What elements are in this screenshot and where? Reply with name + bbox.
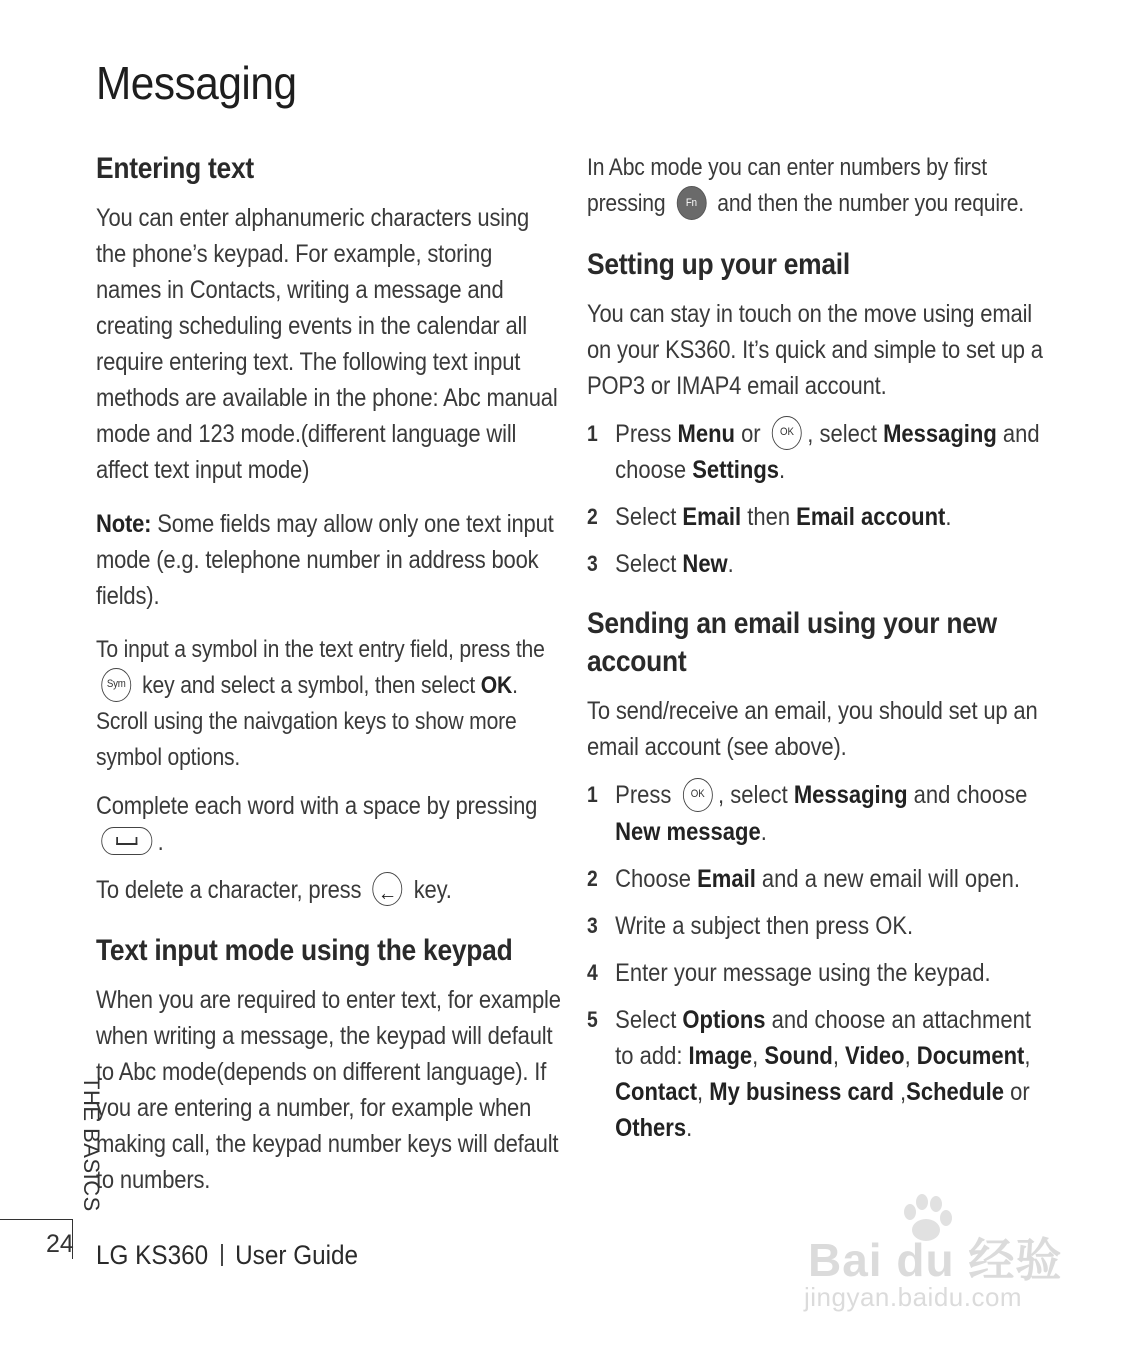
step-text: , bbox=[752, 1041, 765, 1070]
footer-guide: User Guide bbox=[235, 1240, 359, 1270]
menu-label: Menu bbox=[677, 420, 735, 448]
step-text: , bbox=[832, 1041, 846, 1070]
list-item bbox=[587, 908, 1053, 944]
list-item bbox=[587, 777, 1053, 849]
heading-sending-email: Sending an email using your new account bbox=[587, 607, 997, 679]
step-text: . bbox=[686, 1113, 693, 1142]
step-text: , bbox=[893, 1077, 907, 1106]
send-intro-paragraph: To send/receive an email, you should set up an email account (see above). bbox=[587, 697, 1038, 762]
left-column bbox=[96, 150, 560, 1198]
note-text: Some fields may allow only one text input mode (e.g. telephone number in address book fields). bbox=[96, 510, 554, 610]
step-number: 2 bbox=[587, 865, 598, 891]
step-text: and choose bbox=[615, 420, 1040, 485]
symbol-text-post: . Scroll using the naivgation keys to show more symbol options. bbox=[96, 672, 518, 771]
side-section-label: THE BASICS bbox=[79, 1076, 104, 1212]
symbol-paragraph bbox=[96, 632, 562, 776]
new-label: New bbox=[682, 550, 728, 579]
heading-entering-text: Entering text bbox=[96, 152, 254, 185]
step-text: Write a subject then press OK. bbox=[615, 911, 914, 940]
step-text: , select bbox=[717, 781, 794, 810]
step-text: Press bbox=[615, 781, 672, 810]
list-item bbox=[587, 955, 1053, 991]
keypad-paragraph: When you are required to enter text, for example when writing a message, the keypad will default to Abc mode(depends on different language). If you are entering a number, for example when making call, the keypad number keys will default to numbers. bbox=[96, 986, 561, 1195]
contact-label: Contact bbox=[615, 1077, 698, 1106]
watermark bbox=[800, 1190, 1070, 1320]
note-paragraph bbox=[96, 506, 562, 614]
step-text: or bbox=[734, 420, 761, 448]
list-item bbox=[587, 416, 1053, 488]
step-text: Choose bbox=[615, 864, 698, 893]
step-text: Select bbox=[615, 1005, 683, 1034]
step-text: , bbox=[697, 1077, 710, 1106]
sound-label: Sound bbox=[764, 1041, 833, 1070]
space-paragraph bbox=[96, 788, 562, 860]
heading-setting-up-email: Setting up your email bbox=[587, 248, 850, 281]
page-number: 24 bbox=[46, 1230, 74, 1258]
email-label: Email bbox=[697, 864, 756, 893]
step-number: 3 bbox=[587, 551, 598, 577]
step-text: Select bbox=[615, 503, 683, 532]
ok-key-icon: OK bbox=[772, 416, 802, 450]
messaging-label: Messaging bbox=[793, 781, 908, 810]
footer-separator bbox=[221, 1244, 223, 1266]
symbol-text-mid: key and select a symbol, then select bbox=[136, 672, 481, 699]
side-section-tab bbox=[44, 1076, 104, 1212]
sym-key-icon: Sym bbox=[101, 668, 131, 702]
options-label: Options bbox=[682, 1005, 766, 1034]
messaging-label: Messaging bbox=[883, 420, 997, 448]
delete-text-pre: To delete a character, press bbox=[96, 876, 362, 904]
delete-paragraph bbox=[96, 872, 562, 908]
email-label: Email bbox=[682, 503, 742, 532]
step-number: 1 bbox=[587, 782, 598, 808]
others-label: Others bbox=[615, 1113, 687, 1142]
email-account-label: Email account bbox=[796, 503, 946, 532]
step-text: Select bbox=[615, 550, 683, 579]
list-item bbox=[587, 499, 1053, 535]
fn-key-icon: Fn bbox=[676, 186, 706, 220]
step-number: 1 bbox=[587, 421, 598, 446]
step-number: 2 bbox=[587, 504, 598, 530]
new-message-label: New message bbox=[615, 817, 761, 846]
step-text: . bbox=[779, 456, 786, 485]
settings-label: Settings bbox=[692, 456, 780, 485]
space-text-post: . bbox=[157, 828, 164, 856]
step-text: , select bbox=[807, 420, 884, 448]
space-key-icon bbox=[101, 827, 152, 855]
setup-steps-list bbox=[587, 416, 1053, 582]
video-label: Video bbox=[845, 1041, 905, 1070]
document-label: Document bbox=[916, 1041, 1025, 1070]
abc-text-pre: In Abc mode you can enter numbers by first pressing bbox=[587, 154, 987, 217]
step-text: , bbox=[1024, 1041, 1031, 1070]
watermark-url: jingyan.baidu.com bbox=[804, 1282, 1023, 1312]
list-item bbox=[587, 1002, 1053, 1146]
email-intro-paragraph: You can stay in touch on the move using email on your KS360. It’s quick and simple to set up a POP3 or IMAP4 email account. bbox=[587, 300, 1043, 400]
space-text-pre: Complete each word with a space by pressing bbox=[96, 792, 538, 820]
step-number: 4 bbox=[587, 959, 598, 985]
step-text: and choose bbox=[907, 781, 1028, 810]
ok-key-icon: OK bbox=[683, 778, 713, 812]
heading-text-input-mode: Text input mode using the keypad bbox=[96, 934, 513, 968]
abc-text-post: and then the number you require. bbox=[711, 190, 1024, 217]
right-column bbox=[587, 150, 1057, 1157]
step-number: 3 bbox=[587, 912, 598, 938]
step-text: . bbox=[727, 550, 734, 579]
footer bbox=[96, 1240, 358, 1271]
step-text: or bbox=[1003, 1077, 1030, 1106]
step-text: . bbox=[760, 817, 767, 846]
footer-divider bbox=[0, 1219, 72, 1220]
schedule-label: Schedule bbox=[906, 1077, 1004, 1106]
step-number: 5 bbox=[587, 1006, 598, 1032]
step-text: . bbox=[945, 503, 952, 532]
symbol-ok-label: OK bbox=[480, 672, 513, 699]
step-text: Press bbox=[615, 420, 678, 448]
step-text: , bbox=[904, 1041, 917, 1070]
list-item bbox=[587, 546, 1053, 582]
page-title: Messaging bbox=[96, 57, 297, 109]
image-label: Image bbox=[688, 1041, 753, 1070]
business-card-label: My business card bbox=[709, 1077, 894, 1106]
list-item bbox=[587, 861, 1053, 897]
step-text: and choose an attachment to add: bbox=[615, 1005, 1031, 1070]
delete-text-post: key. bbox=[407, 876, 452, 904]
entering-text-paragraph: You can enter alphanumeric characters using the phone’s keypad. For example, storing names in Contacts, writing a message and creating scheduling events in the calendar all require entering text. The following text input methods are available in the phone: Abc manual mode and 123 mode.(different language will affect text input mode) bbox=[96, 204, 558, 484]
note-label: Note: bbox=[96, 510, 152, 538]
symbol-text-pre: To input a symbol in the text entry field, press the bbox=[96, 636, 545, 663]
send-steps-list bbox=[587, 777, 1053, 1145]
abc-mode-paragraph bbox=[587, 150, 1053, 222]
step-text: Enter your message using the keypad. bbox=[615, 958, 991, 987]
step-text: and a new email will open. bbox=[755, 864, 1020, 893]
footer-model: LG KS360 bbox=[96, 1240, 209, 1270]
watermark-brand: Bai du 经验 bbox=[808, 1234, 1063, 1286]
step-text: then bbox=[741, 503, 797, 532]
back-key-icon bbox=[373, 872, 403, 906]
